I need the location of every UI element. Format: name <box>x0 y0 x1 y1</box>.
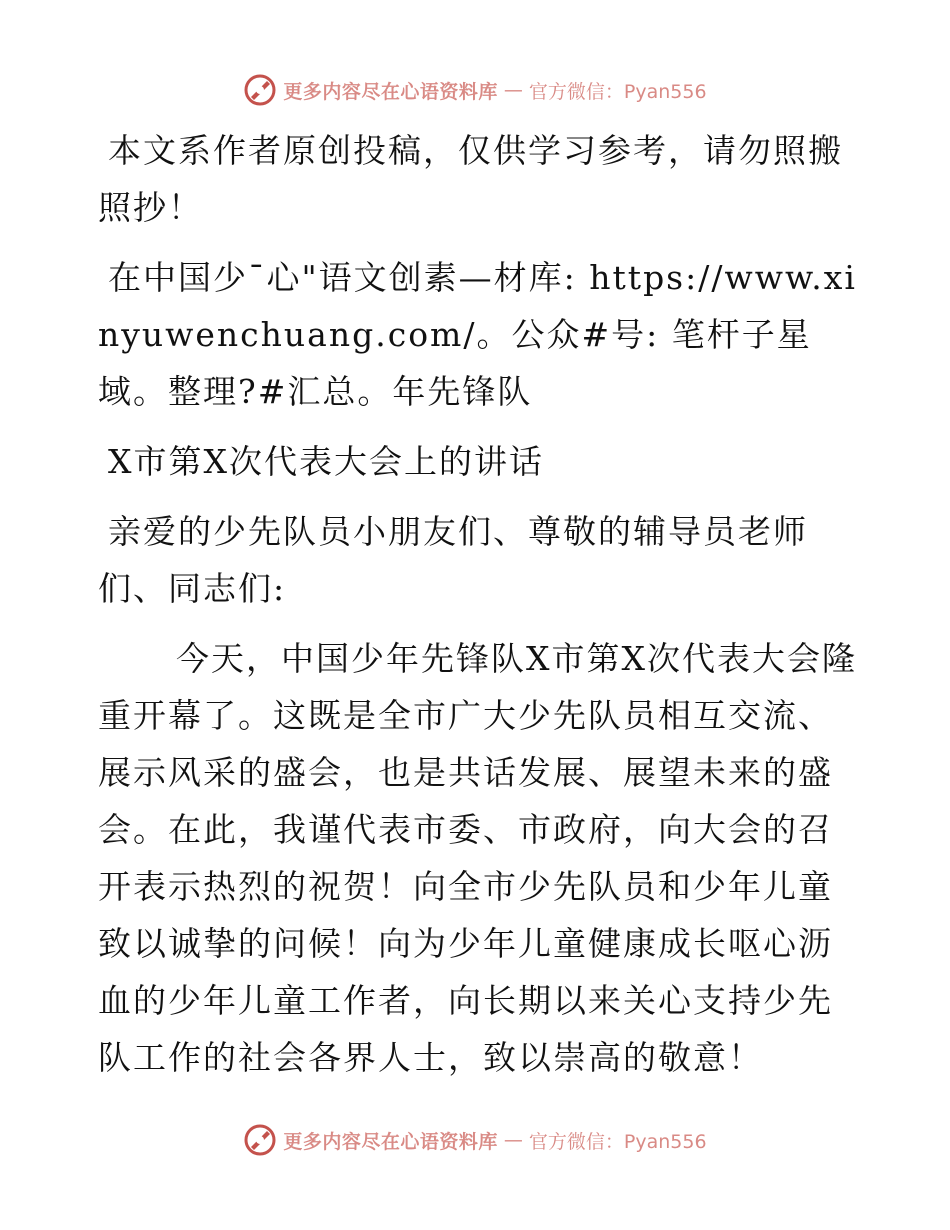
footer-banner <box>0 1120 950 1160</box>
pen-logo-icon <box>243 1123 277 1157</box>
header-banner <box>0 70 950 110</box>
body-paragraph: 今天，中国少年先锋队X市第X次代表大会隆重开幕了。这既是全市广大少先队员相互交流、展示风采的盛会，也是共话发展、展望未来的盛会。在此，我谨代表市委、市政府，向大会的召开表示热烈的祝贺！向全市少先队员和少年儿童致以诚挚的问候！向为少年儿童健康成长呕心沥血的少年儿童工作者，向长期以来关心支持少先队工作的社会各界人士，致以崇高的敬意！ <box>98 639 857 1077</box>
header-wechat: 官方微信：Pyan556 <box>528 80 707 103</box>
footer-banner-separator: — <box>503 1129 523 1151</box>
pen-logo-icon <box>243 73 277 107</box>
document-body <box>98 122 858 1099</box>
salutation: 亲爱的少先队员小朋友们、尊敬的辅导员老师们、同志们: <box>98 512 808 608</box>
source-notice: 在中国少¯心"语文创素—材库: https://www.xinyuwenchuang.com/。公众#号: 笔杆子星域。整理?#汇总。年先锋队 <box>98 258 857 411</box>
header-banner-separator: — <box>503 79 523 101</box>
footer-banner-text: 更多内容尽在心语资料库 <box>283 1130 498 1153</box>
document-title: X市第X次代表大会上的讲话 <box>108 442 544 481</box>
copyright-notice: 本文系作者原创投稿，仅供学习参考，请勿照搬照抄！ <box>98 131 843 227</box>
footer-wechat: 官方微信：Pyan556 <box>528 1130 707 1153</box>
header-banner-text: 更多内容尽在心语资料库 <box>283 80 498 103</box>
